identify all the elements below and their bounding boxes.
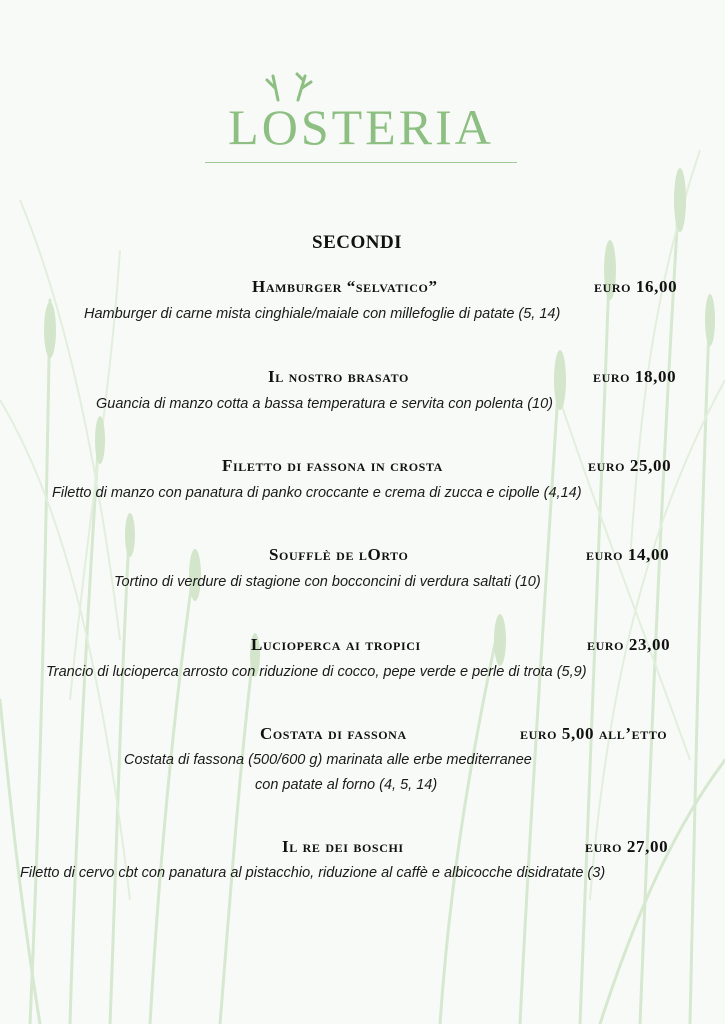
dish-name: Il nostro brasato <box>268 367 409 386</box>
dish-price: euro 23,00 <box>587 635 671 654</box>
dish-name: Il re dei boschi <box>282 837 404 856</box>
dish-description: Costata di fassona (500/600 g) marinata alle erbe mediterranee <box>124 752 532 768</box>
dish-description: Trancio di lucioperca arrosto con riduzione di cocco, pepe verde e perle di trota (5,9) <box>46 664 587 680</box>
dish-name: Filetto di fassona in crosta <box>222 456 443 475</box>
dish-name: Soufflè de lOrto <box>269 545 409 564</box>
dish-description: Guancia di manzo cotta a bassa temperatura e servita con polenta (10) <box>96 396 554 412</box>
logo-underline <box>205 162 517 163</box>
dish-price: euro 14,00 <box>586 545 670 564</box>
dish-name: Costata di fassona <box>260 724 407 743</box>
dish-name: Lucioperca ai tropici <box>251 635 421 654</box>
section-title: SECONDI <box>312 232 403 253</box>
dish-price: euro 16,00 <box>594 277 678 296</box>
dish-price: euro 25,00 <box>588 456 672 475</box>
dish-description: Tortino di verdure di stagione con bocconcini di verdura saltati (10) <box>114 574 541 590</box>
dish-price: euro 18,00 <box>593 367 677 386</box>
dish-description: Hamburger di carne mista cinghiale/maiale con millefoglie di patate (5, 14) <box>84 306 561 322</box>
logo <box>205 70 517 170</box>
dish-description: Filetto di manzo con panatura di panko croccante e crema di zucca e cipolle (4,14) <box>52 485 582 501</box>
dish-price: euro 5,00 all’etto <box>520 724 668 743</box>
logo-text: LOSTERIA <box>228 99 494 155</box>
dish-name: Hamburger “selvatico” <box>252 277 438 296</box>
dish-description: con patate al forno (4, 5, 14) <box>255 777 438 793</box>
dish-price: euro 27,00 <box>585 837 669 856</box>
dish-description: Filetto di cervo cbt con panatura al pistacchio, riduzione al caffè e albicocche disidratate (3) <box>20 865 606 881</box>
